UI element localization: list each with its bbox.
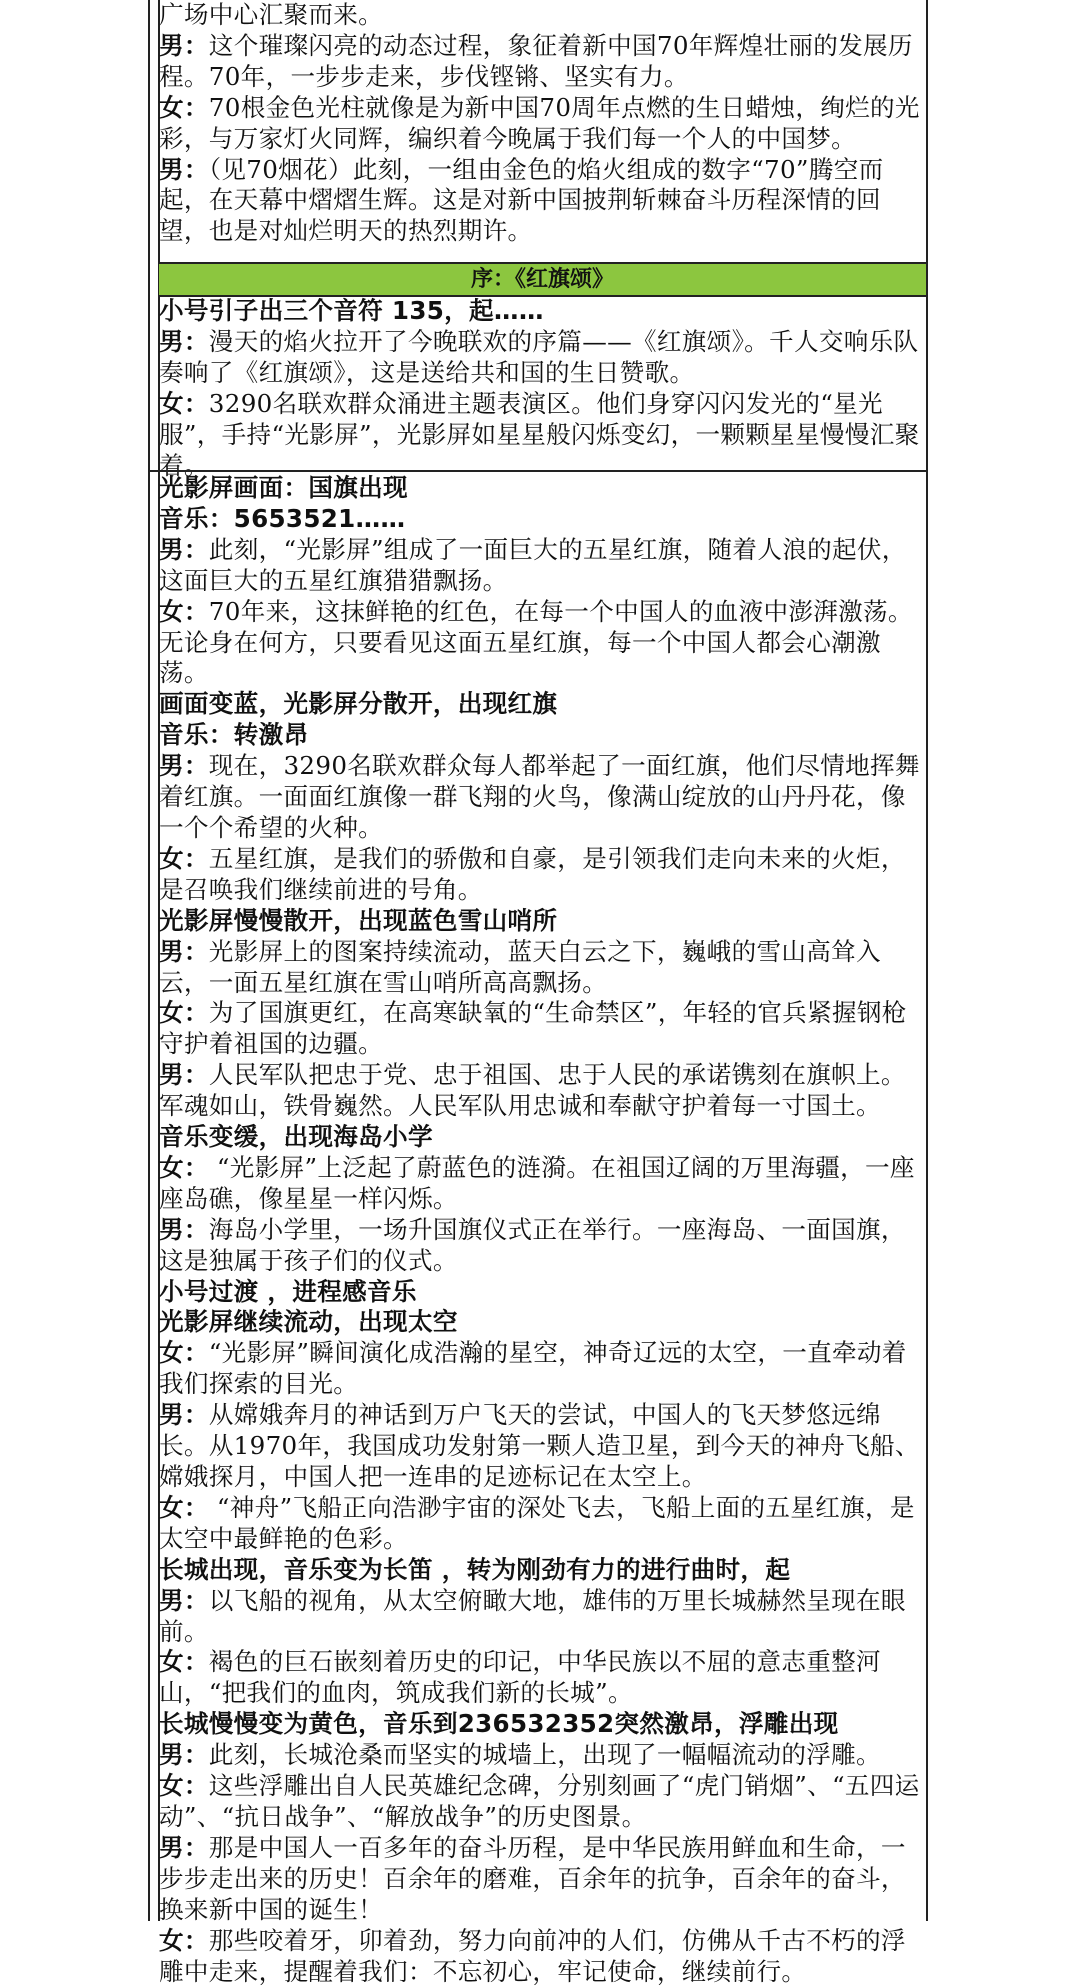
cue-text: 小号引子出三个音符 135，起…… (159, 296, 544, 325)
dialogue-line (159, 155, 923, 248)
cue-text: 光影屏继续流动，出现太空 (159, 1307, 458, 1337)
table-border-right (926, 0, 928, 1921)
cue-text: 光影屏画面：国旗出现 (159, 473, 408, 502)
cue-text: 音乐：转激昂 (159, 720, 309, 750)
dialogue-line (159, 1586, 923, 1648)
stage-cue (159, 689, 923, 720)
dialogue-line (159, 1215, 923, 1277)
dialogue-text: 此刻，长城沧桑而坚实的城墙上，出现了一幅幅流动的浮雕。 (208, 1740, 881, 1770)
speaker-label: 女： (159, 998, 209, 1028)
table-border-left-outer (148, 0, 150, 1921)
dialogue-line (159, 937, 923, 999)
dialogue-text: 那是中国人一百多年的奋斗历程，是中华民族用鲜血和生命，一步步走出来的历史！百余年的磨难，百余年的抗争，百余年的奋斗，换来新中国的诞生！ (159, 1832, 906, 1924)
stage-cue (159, 1277, 923, 1308)
stage-cue (159, 504, 923, 535)
speaker-label: 女： (159, 92, 209, 122)
dialogue-text: 此刻，“光影屏”组成了一面巨大的五星红旗，随着人浪的起伏，这面巨大的五星红旗猎猎飘扬。 (159, 534, 907, 595)
dialogue-line (159, 998, 923, 1060)
dialogue-text: 从嫦娥奔月的神话到万户飞天的尝试，中国人的飞天梦悠远绵长。从1970年，我国成功发射第一颗人造卫星，到今天的神舟飞船、嫦娥探月，中国人把一连串的足迹标记在太空上。 (159, 1400, 920, 1491)
dialogue-line (159, 1833, 923, 1926)
stage-cue (159, 1307, 923, 1338)
speaker-label: 女： (159, 1647, 209, 1677)
stage-cue (159, 906, 923, 937)
cue-text: 小号过渡 ，进程感音乐 (159, 1276, 417, 1306)
speaker-label: 女： (159, 388, 209, 418)
speaker-label: 女： (159, 1771, 209, 1801)
dialogue-text: 光影屏上的图案持续流动，蓝天白云之下，巍峨的雪山高耸入云，一面五星红旗在雪山哨所高高飘扬。 (159, 936, 881, 997)
script-cell-intro (159, 0, 923, 247)
dialogue-text: 以飞船的视角，从太空俯瞰大地，雄伟的万里长城赫然呈现在眼前。 (159, 1585, 906, 1646)
dialogue-line (159, 389, 923, 482)
dialogue-text: 现在，3290名联欢群众每人都举起了一面红旗，他们尽情地挥舞着红旗。一面面红旗像一群飞翔的火鸟，像满山绽放的山丹丹花，像一个个希望的火种。 (159, 751, 920, 842)
speaker-label: 男： (159, 326, 209, 356)
dialogue-text: 为了国旗更红，在高寒缺氧的“生命禁区”，年轻的官兵紧握钢枪守护着祖国的边疆。 (159, 998, 907, 1059)
dialogue-text: 褐色的巨石嵌刻着历史的印记，中华民族以不屈的意志重整河山，“把我们的血肉，筑成我们新的长城”。 (159, 1647, 881, 1708)
dialogue-text: “神舟”飞船正向浩渺宇宙的深处飞去，飞船上面的五星红旗，是太空中最鲜艳的色彩。 (159, 1492, 915, 1553)
cue-text: 光影屏慢慢散开，出现蓝色雪山哨所 (159, 905, 558, 935)
dialogue-line (159, 1338, 923, 1400)
speaker-label: 女： (159, 1492, 209, 1522)
dialogue-line (159, 844, 923, 906)
dialogue-line (159, 1400, 923, 1493)
dialogue-line (159, 1647, 923, 1709)
cue-text: 长城出现，音乐变为长笛 ，转为刚劲有力的进行曲时，起 (159, 1554, 791, 1584)
stage-cue (159, 296, 923, 327)
speaker-label: 女： (159, 843, 209, 873)
stage-cue (159, 1555, 923, 1586)
speaker-label: 男： (159, 751, 209, 781)
stage-cue (159, 473, 923, 504)
speaker-label: 女： (159, 1338, 209, 1368)
table-row-divider (149, 470, 926, 472)
stage-cue (159, 1709, 923, 1740)
speaker-label: 男： (159, 154, 209, 184)
speaker-label: 男： (159, 30, 209, 60)
speaker-label: 男： (159, 936, 209, 966)
speaker-label: 男： (159, 1585, 209, 1615)
cue-text: 音乐变缓，出现海岛小学 (159, 1122, 433, 1152)
dialogue-line (159, 1153, 923, 1215)
dialogue-line (159, 1926, 923, 1987)
speaker-label: 男： (159, 1214, 209, 1244)
speaker-label: 男： (159, 1400, 209, 1430)
dialogue-line (159, 751, 923, 844)
stage-cue (159, 1122, 923, 1153)
dialogue-text: 广场中心汇聚而来。 (159, 0, 384, 29)
speaker-label: 男： (159, 1060, 209, 1090)
dialogue-text: 3290名联欢群众涌进主题表演区。他们身穿闪闪发光的“星光服”，手持“光影屏”，光影屏如星星般闪烁变幻，一颗颗星星慢慢汇聚着。 (159, 388, 920, 480)
dialogue-line (159, 93, 923, 155)
dialogue-text: 这个璀璨闪亮的动态过程，象征着新中国70年辉煌壮丽的发展历程。70年，一步步走来，步伐铿锵、坚实有力。 (159, 30, 913, 91)
speaker-label: 男： (159, 534, 209, 564)
dialogue-line (159, 31, 923, 93)
dialogue-line (159, 1740, 923, 1771)
speaker-label: 女： (159, 596, 209, 626)
dialogue-text: 70根金色光柱就像是为新中国70周年点燃的生日蜡烛，绚烂的光彩，与万家灯火同辉，编织着今晚属于我们每一个人的中国梦。 (159, 92, 920, 153)
cue-text: 音乐：5653521…… (159, 503, 406, 533)
dialogue-text: “光影屏”上泛起了蔚蓝色的涟漪。在祖国辽阔的万里海疆，一座座岛礁，像星星一样闪烁。 (159, 1152, 915, 1213)
speaker-label: 男： (159, 1832, 209, 1862)
dialogue-text: 海岛小学里，一场升国旗仪式正在举行。一座海岛、一面国旗，这是独属于孩子们的仪式。 (159, 1214, 906, 1275)
speaker-label: 女： (159, 1152, 209, 1182)
dialogue-text: （见70烟花）此刻，一组由金色的焰火组成的数字“70”腾空而起，在天幕中熠熠生辉。这是对新中国披荆斩棘奋斗历程深情的回望，也是对灿烂明天的热烈期许。 (159, 154, 884, 246)
dialogue-text: 那些咬着牙，卯着劲，努力向前冲的人们，仿佛从千古不朽的浮雕中走来，提醒着我们：不忘初心，牢记使命，继续前行。 (159, 1925, 906, 1986)
dialogue-text: “光影屏”瞬间演化成浩瀚的星空，神奇辽远的太空，一直牵动着我们探索的目光。 (159, 1338, 907, 1399)
cue-text: 画面变蓝，光影屏分散开，出现红旗 (159, 689, 558, 719)
dialogue-text: 五星红旗，是我们的骄傲和自豪，是引领我们走向未来的火炬，是召唤我们继续前进的号角。 (159, 843, 906, 904)
dialogue-line (159, 535, 923, 597)
cue-text: 长城慢慢变为黄色，音乐到236532352突然激昂，浮雕出现 (159, 1709, 839, 1739)
dialogue-line (159, 1771, 923, 1833)
dialogue-text: 人民军队把忠于党、忠于祖国、忠于人民的承诺镌刻在旗帜上。军魂如山，铁骨巍然。人民军队用忠诚和奉献守护着每一寸国土。 (159, 1060, 906, 1121)
script-cell-prelude (159, 296, 923, 481)
dialogue-line (159, 1060, 923, 1122)
section-header: 序：《红旗颂》 (159, 262, 926, 297)
stage-cue (159, 720, 923, 751)
script-cell-main (159, 473, 923, 1987)
dialogue-line (159, 327, 923, 389)
speaker-label: 男： (159, 1740, 209, 1770)
dialogue-line (159, 1493, 923, 1555)
dialogue-line (159, 597, 923, 690)
dialogue-text: 漫天的焰火拉开了今晚联欢的序篇——《红旗颂》。千人交响乐队奏响了《红旗颂》，这是送给共和国的生日赞歌。 (159, 326, 919, 387)
dialogue-line (159, 0, 923, 31)
dialogue-text: 70年来，这抹鲜艳的红色，在每一个中国人的血液中澎湃激荡。无论身在何方，只要看见这面五星红旗，每一个中国人都会心潮激荡。 (159, 596, 913, 688)
dialogue-text: 这些浮雕出自人民英雄纪念碑，分别刻画了“虎门销烟”、“五四运动”、“抗日战争”、“解放战争”的历史图景。 (159, 1771, 920, 1831)
speaker-label: 女： (159, 1925, 209, 1955)
